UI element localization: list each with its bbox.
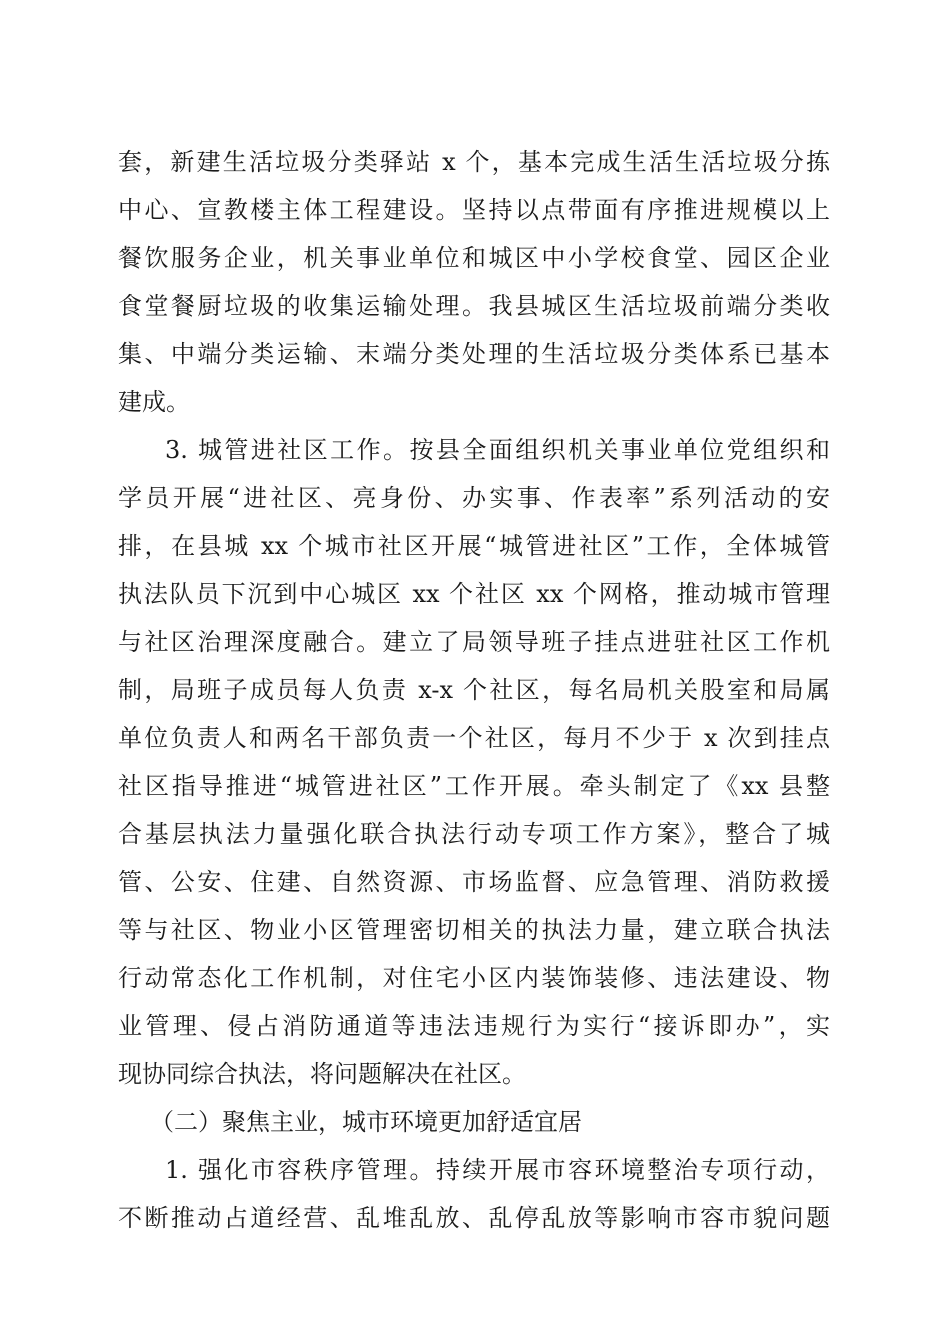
paragraph-line: 排，在县城 xx 个城市社区开展“城管进社区”工作，全体城管 [118, 532, 830, 560]
paragraph-line: 执法队员下沉到中心城区 xx 个社区 xx 个网格，推动城市管理 [118, 580, 830, 608]
paragraph-line: 餐饮服务企业，机关事业单位和城区中小学校食堂、园区企业 [118, 244, 830, 272]
paragraph-first-line: 1. 强化市容秩序管理。持续开展市容环境整治专项行动， [165, 1156, 830, 1184]
paragraph-line: 行动常态化工作机制，对住宅小区内装饰装修、违法建设、物 [118, 964, 830, 992]
paragraph-line: 合基层执法力量强化联合执法行动专项工作方案》，整合了城 [118, 820, 830, 848]
paragraph-line: 集、中端分类运输、末端分类处理的生活垃圾分类体系已基本 [118, 340, 830, 368]
paragraph-line: 与社区治理深度融合。建立了局领导班子挂点进驻社区工作机 [118, 628, 830, 656]
paragraph-first-line: 3. 城管进社区工作。按县全面组织机关事业单位党组织和 [165, 436, 830, 464]
paragraph-line: 中心、宣教楼主体工程建设。坚持以点带面有序推进规模以上 [118, 196, 830, 224]
paragraph-line: 学员开展“进社区、亮身份、办实事、作表率”系列活动的安 [118, 484, 830, 512]
paragraph-line: 套，新建生活垃圾分类驿站 x 个，基本完成生活生活垃圾分拣 [118, 148, 830, 176]
paragraph-line: 不断推动占道经营、乱堆乱放、乱停乱放等影响市容市貌问题 [118, 1204, 830, 1232]
section-heading: （二）聚焦主业，城市环境更加舒适宜居 [150, 1108, 582, 1136]
paragraph-line: 食堂餐厨垃圾的收集运输处理。我县城区生活垃圾前端分类收 [118, 292, 830, 320]
paragraph-line-end: 建成。 [118, 388, 190, 416]
paragraph-line: 等与社区、物业小区管理密切相关的执法力量，建立联合执法 [118, 916, 830, 944]
paragraph-line: 单位负责人和两名干部负责一个社区，每月不少于 x 次到挂点 [118, 724, 830, 752]
paragraph-line: 制，局班子成员每人负责 x-x 个社区，每名局机关股室和局属 [118, 676, 830, 704]
paragraph-line-end: 现协同综合执法，将问题解决在社区。 [118, 1060, 526, 1088]
paragraph-line: 管、公安、住建、自然资源、市场监督、应急管理、消防救援 [118, 868, 830, 896]
paragraph-line: 业管理、侵占消防通道等违法违规行为实行“接诉即办”，实 [118, 1012, 830, 1040]
paragraph-line: 社区指导推进“城管进社区”工作开展。牵头制定了《xx 县整 [118, 772, 830, 800]
